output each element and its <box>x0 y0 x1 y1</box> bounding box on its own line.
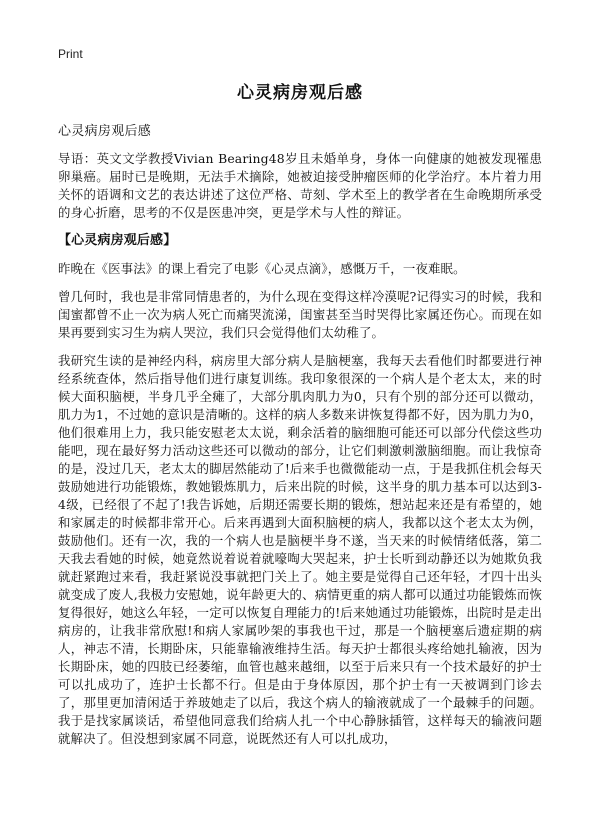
body-paragraph-2: 曾几何时，我也是非常同情患者的，为什么现在变得这样冷漠呢?记得实习的时候，我和闺蜜都曾不止一次为病人死亡而痛哭流涕，闺蜜甚至当时哭得比家属还伤心。而现在如果再要到实习生为病人哭泣，我们只会觉得他们太幼稚了。 <box>58 289 542 340</box>
article-title: 心灵病房观后感 <box>237 83 363 103</box>
print-link[interactable]: Print <box>58 47 83 61</box>
article-body <box>58 150 542 758</box>
intro-paragraph: 导语：英文文学教授Vivian Bearing48岁且未婚单身，身体一向健康的她被发现罹患卵巢癌。届时已是晚期，无法手术摘除，她被迫接受肿瘤医师的化学治疗。本片着力用关怀的语调和文艺的表达讲述了这位严格、苛刻、学术至上的教学者在生命晚期所承受的身心折磨，思考的不仅是医患冲突，更是学术与人性的辩证。 <box>58 151 542 220</box>
article-subtitle: 心灵病房观后感 <box>58 124 152 139</box>
body-paragraph-3: 我研究生读的是神经内科，病房里大部分病人是脑梗塞，我每天去看他们时都要进行神经系统查体，然后指导他们进行康复训练。我印象很深的一个病人是个老太太，来的时候大面积脑梗，半身几乎全瘫了，大部分肌肉肌力为0，只有个别的部分还可以微动，肌力为1，不过她的意识是清晰的。这样的病人多数来讲恢复得都不好，因为肌力为0，他们很难用上力，我只能安慰老太太说，剩余活着的脑细胞可能还可以部分代偿这些功能吧，现在最好努力活动这些还可以微动的部分，让它们刺激刺激脑细胞。而让我惊奇的是，没过几天，老太太的脚居然能动了!后来手也微微能动一点，于是我抓住机会每天鼓励她进行功能锻炼，教她锻炼肌力，后来出院的时候，这半身的肌力基本可以达到3-4级，已经很了不起了!我告诉她，后期还需要长期的锻炼，想站起来还是有希望的，她和家属走的时候都非常开心。后来再遇到大面积脑梗的病人，我都以这个老太太为例，鼓励他们。还有一次，我的一个病人也是脑梗半身不遂，当天来的时候情绪低落，第二天我去看她的时候，她竟然说着说着就嚎啕大哭起来，护士长听到动静还以为她欺负我就赶紧跑过来看，我赶紧说没事就把门关上了。她主要是觉得自己还年轻，才四十出头就变成了废人,我极力安慰她，说年龄更大的、病情更重的病人都可以通过功能锻炼而恢复得很好，她这么年轻，一定可以恢复自理能力的!后来她通过功能锻炼，出院时是走出病房的，让我非常欣慰!和病人家属吵架的事我也干过，那是一个脑梗塞后遗症期的病人，神志不清，长期卧床，只能靠输液维持生活。每天护士都很头疼给她扎输液，因为长期卧床，她的四肢已经萎缩，血管也越来越细，以至于后来只有一个技术最好的护士可以扎成功了，连护士长都不行。但是由于身体原因，那个护士有一天被调到门诊去了，那里更加清闲适于养玻她走了以后，我这个病人的输液就成了一个最棘手的问题。我于是找家属谈话，希望他同意我们给病人扎一个中心静脉插管，这样每天的输液问题就解决了。但没想到家属不同意，说既然还有人可以扎成功， <box>58 353 542 746</box>
body-paragraph-1: 昨晚在《医事法》的课上看完了电影《心灵点滴》，感慨万千，一夜难眠。 <box>58 261 466 276</box>
section-heading: 【心灵病房观后感】 <box>58 233 177 248</box>
